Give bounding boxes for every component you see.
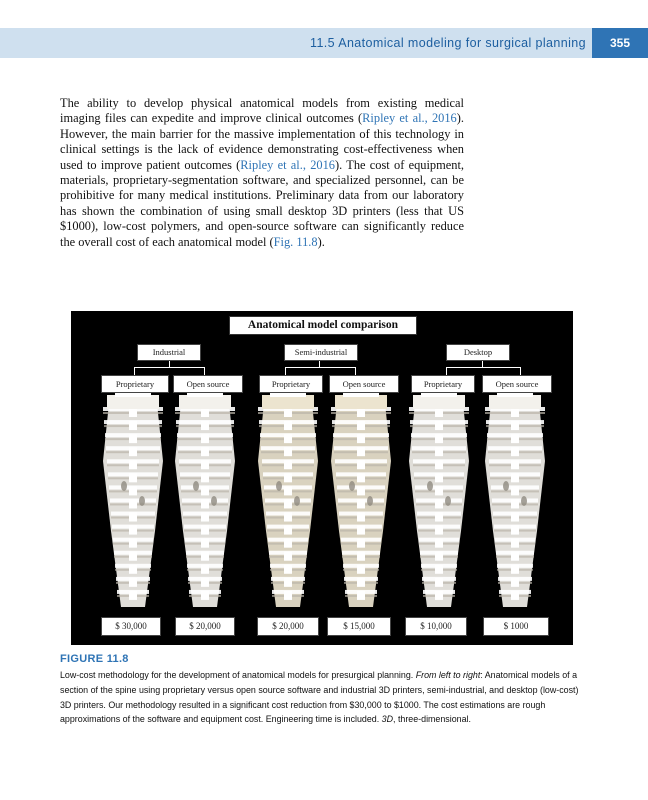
figure-title: Anatomical model comparison [247,319,399,331]
spine-model [258,391,318,607]
software-label: Open source [482,375,552,393]
software-label: Proprietary [101,375,169,393]
spine-model [103,391,163,607]
figure-image [71,311,573,645]
caption-text-2: From left to right [415,670,481,680]
software-label: Open source [173,375,243,393]
figure-caption [60,668,588,727]
figure-link[interactable]: Fig. 11.8 [273,234,318,249]
price-label: $ 20,000 [175,617,235,636]
caption-text-1: Low-cost methodology for the development of anatomical models for presurgical planning. [60,670,416,680]
price-label: $ 20,000 [257,617,319,636]
body-text-1: The ability to develop physical anatomical models from existing medical imaging files can expedite and improve clinical outcomes ( [60,96,464,126]
caption-text-5: , three-dimensional. [393,714,471,725]
body-text-2: ). However, the main barrier for the massive implementation of this technology in clinical settings is the lack of evidence demonstrating cost-effectiveness when used to improve patient outcomes ( [60,111,464,172]
body-paragraph [60,96,464,250]
spine-model [485,391,545,607]
price-label: $ 10,000 [405,617,467,636]
caption-text-4: 3D [381,714,394,725]
software-label: Open source [329,375,399,393]
spine-model [409,391,469,607]
figure-title-box [229,316,417,335]
spine-model [175,391,235,607]
spine-model [331,391,391,607]
spine-models-photo [71,311,573,645]
running-header [0,28,648,58]
body-text-4: ). [317,234,325,249]
software-label: Proprietary [259,375,323,393]
price-label: $ 15,000 [327,617,391,636]
figure-caption-label: FIGURE 11.8 [60,653,129,665]
price-label: $ 30,000 [101,617,161,636]
page-number-box [592,28,648,58]
category-label-semi-industrial: Semi-industrial [284,344,358,361]
section-title: 11.5 Anatomical modeling for surgical planning [310,36,586,50]
category-label-desktop: Desktop [446,344,510,361]
citation-link-1[interactable]: Ripley et al., 2016 [362,111,457,126]
body-text-3: ). The cost of equipment, materials, proprietary-segmentation software, and specialized personnel, can be prohibitive for many medical institutions. Preliminary data from our laboratory has shown the combination of using small desktop 3D printers (less that US $1000), low-cost polymers, and open-source software can significantly reduce the overall cost of each anatomical model ( [60,157,464,249]
caption-text-3: : Anatomical models of a section of the spine using proprietary versus open source software and industrial 3D printers, semi-industrial, and desktop (low-cost) 3D printers. Our methodology resulted in a significant cost reduction from $30,000 to $1000. The cost estimations are rough approximations of the software and equipment cost. Engineering time is included. [60,670,579,725]
software-label: Proprietary [411,375,475,393]
citation-link-2[interactable]: Ripley et al., 2016 [240,157,335,172]
price-label: $ 1000 [483,617,549,636]
page-number: 355 [609,36,631,50]
category-label-industrial: Industrial [137,344,201,361]
